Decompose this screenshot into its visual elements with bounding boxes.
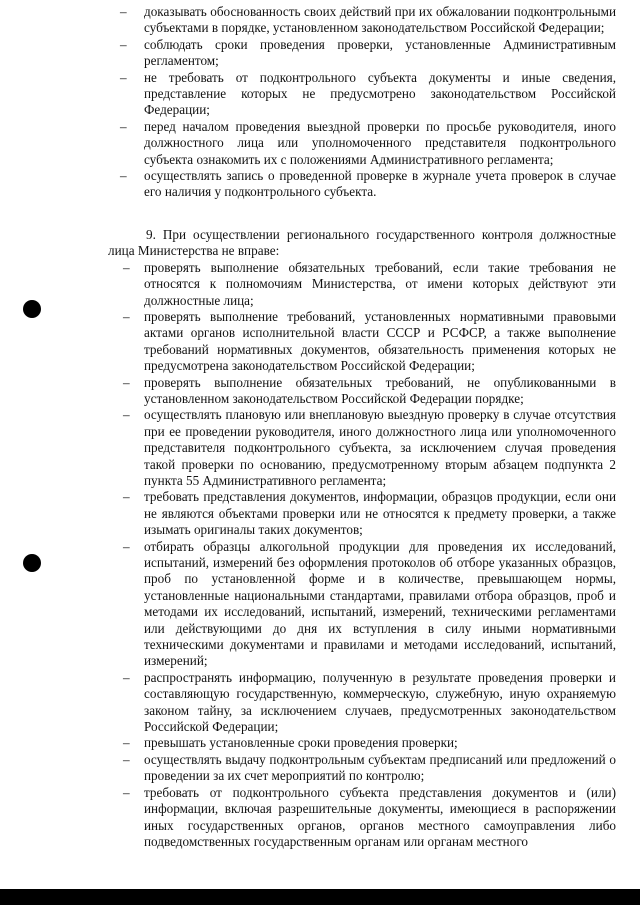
list-item-text: осуществлять выдачу подконтрольным субъектам предписаний или предложений о проведении за их счет мероприятий по контролю;: [144, 751, 616, 784]
list-item: [108, 735, 616, 751]
list-item: [108, 37, 616, 70]
dash-bullet: –: [120, 36, 127, 52]
dash-bullet: –: [120, 168, 127, 184]
list-item: [108, 785, 616, 851]
dash-bullet: –: [120, 4, 127, 19]
scan-edge-bar: [0, 889, 640, 905]
dash-bullet: –: [120, 69, 127, 85]
dash-bullet: –: [123, 407, 130, 423]
list-item-text: требовать от подконтрольного субъекта представления документов и (или) информации, включая разрешительные документы, имеющиеся в распоряжении иных государственных органов, органов местного самоуправления либо подведомственных государственным органам или органам местного: [144, 784, 616, 849]
dash-bullet: –: [123, 784, 130, 800]
dash-bullet: –: [120, 118, 127, 134]
dash-bullet: –: [123, 374, 130, 390]
list-item-text: проверять выполнение обязательных требований, если такие требования не относятся к полномочиям Министерства, от имени которых действуют эти должностные лица;: [144, 259, 616, 308]
list-item-text: превышать установленные сроки проведения проверки;: [144, 735, 458, 751]
dash-bullet: –: [123, 669, 130, 685]
list-item-text: проверять выполнение требований, установленных нормативными правовыми актами органов исполнительной власти СССР и РСФСР, а также выполнение требований нормативных документов, обязательность применения которых не предусмотрена законодательством Российской Федерации;: [144, 308, 616, 374]
list-item: [108, 119, 616, 168]
list-item-text: осуществлять запись о проведенной проверке в журнале учета проверок в случае его наличия у подконтрольного субъекта.: [144, 168, 616, 200]
dash-bullet: –: [123, 751, 130, 767]
list-item: [108, 407, 616, 489]
list-item-text: не требовать от подконтрольного субъекта документы и иные сведения, представление которых не предусмотрено законодательством Российской Федерации;: [144, 69, 616, 118]
dash-bullet: –: [123, 538, 130, 554]
list-item: [108, 309, 616, 375]
dash-bullet: –: [123, 259, 130, 275]
list-item: [108, 260, 616, 309]
list-item-text: доказывать обоснованность своих действий при их обжаловании подконтрольными субъектами в порядке, установленном законодательством Российской Федерации;: [144, 4, 616, 36]
paragraph-9: 9. При осуществлении регионального государственного контроля должностные лица Министерства не вправе:: [108, 226, 616, 259]
list-item-text: требовать представления документов, информации, образцов продукции, если они не являются объектами проверки или не относятся к предмету проверки, а также изымать оригиналы таких документов;: [144, 489, 616, 538]
document-content: [108, 4, 616, 850]
list-item: [108, 539, 616, 670]
list-item-text: проверять выполнение обязательных требований, не опубликованными в установленном законодательством Российской Федерации порядке;: [144, 374, 616, 406]
list-item-text: осуществлять плановую или внеплановую выездную проверку в случае отсутствия при ее проведении руководителя, иного должностного лица или уполномоченного представителя подконтрольного субъекта, за исключением случая проведения такой проверки по основанию, предусмотренному вторым абзацем подпункта 2 пункта 55 Административного регламента;: [144, 407, 616, 488]
list-item: [108, 375, 616, 408]
list-item: [108, 70, 616, 119]
duties-list: [108, 4, 616, 201]
punch-hole-bottom: [23, 554, 41, 572]
list-item-text: соблюдать сроки проведения проверки, установленные Административным регламентом;: [144, 36, 616, 69]
list-item-text: перед началом проведения выездной проверки по просьбе руководителя, иного должностного лица или уполномоченного представителя подконтрольного субъекта ознакомить их с положениями Административного регламента;: [144, 118, 616, 167]
list-item: [108, 752, 616, 785]
list-item: [108, 670, 616, 736]
dash-bullet: –: [123, 489, 130, 505]
list-item-text: отбирать образцы алкогольной продукции для проведения их исследований, испытаний, измерений без оформления протоколов об отборе указанных образцов, проб по установленной форме и в количестве, превышающем нормы, установленные национальными стандартами, правилами отбора образцов, проб и методами их исследований, испытаний, измерений, техническими регламентами или действующими до дня их вступления в силу иными нормативными техническими документами и правилами и методами исследований, испытаний, измерений;: [144, 538, 616, 669]
list-item: [108, 4, 616, 37]
list-item: [108, 168, 616, 201]
dash-bullet: –: [123, 308, 130, 324]
punch-hole-top: [23, 300, 41, 318]
list-item-text: распространять информацию, полученную в результате проведения проверки и составляющую государственную, коммерческую, служебную, иную охраняемую законом тайну, за исключением случаев, предусмотренных законодательством Российской Федерации;: [144, 669, 616, 735]
dash-bullet: –: [123, 735, 130, 751]
prohibitions-list: [108, 260, 616, 851]
list-item: [108, 489, 616, 538]
